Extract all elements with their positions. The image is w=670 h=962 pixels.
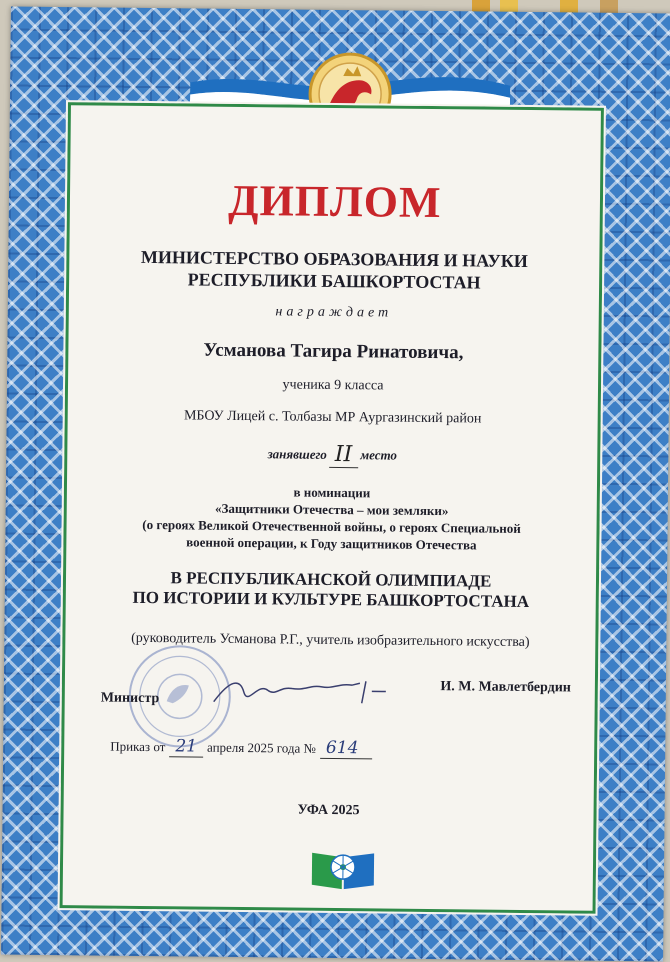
place-suffix: место [360, 447, 398, 463]
minister-label: Министр [100, 690, 160, 707]
recipient-school: МБОУ Лицей с. Толбазы МР Аургазинский район [183, 408, 482, 427]
ministry-line-1: МИНИСТЕРСТВО ОБРАЗОВАНИЯ И НАУКИ [140, 246, 528, 271]
minister-signature-icon [210, 672, 390, 714]
nomination-line-4: военной операции, к Году защитников Отечества [186, 534, 477, 553]
supervisor-line: (руководитель Усманова Р.Г., учитель изобразительного искусства) [131, 630, 530, 651]
order-line [110, 736, 376, 760]
recipient-name: Усманова Тагира Ринатовича, [203, 339, 464, 364]
city-year: УФА 2025 [297, 802, 360, 819]
place-prefix: занявшего [267, 446, 327, 462]
order-number: 614 [320, 738, 372, 760]
issuing-ministry [69, 245, 599, 295]
place-line [67, 439, 597, 471]
diploma-title: ДИПЛОМ [228, 175, 442, 228]
place-number: II [329, 442, 359, 468]
olympiad-title [66, 567, 596, 613]
awards-text: награждает [275, 304, 393, 321]
order-number-sign: № [303, 740, 317, 756]
nomination-line-2: «Защитники Отечества – мои земляки» [214, 500, 449, 519]
nomination-line-3: (о героях Великой Отечественной войны, о героях Специальной [142, 516, 521, 536]
open-book-atom-logo-icon [308, 843, 378, 892]
ministry-line-2: РЕСПУБЛИКИ БАШКОРТОСТАН [187, 269, 481, 293]
diploma-sheet [1, 7, 670, 962]
nomination-block [66, 481, 597, 555]
recipient-grade: ученика 9 класса [282, 377, 384, 394]
order-day: 21 [169, 736, 203, 757]
diploma-content-area [60, 102, 604, 914]
order-prefix: Приказ от [110, 738, 166, 755]
olympiad-line-2: ПО ИСТОРИИ И КУЛЬТУРЕ БАШКОРТОСТАНА [132, 587, 530, 612]
minister-name: И. М. Мавлетбердин [440, 679, 571, 696]
olympiad-line-1: В РЕСПУБЛИКАНСКОЙ ОЛИМПИАДЕ [170, 568, 492, 591]
nomination-line-1: в номинации [293, 484, 371, 501]
order-middle: апреля 2025 года [206, 739, 301, 756]
